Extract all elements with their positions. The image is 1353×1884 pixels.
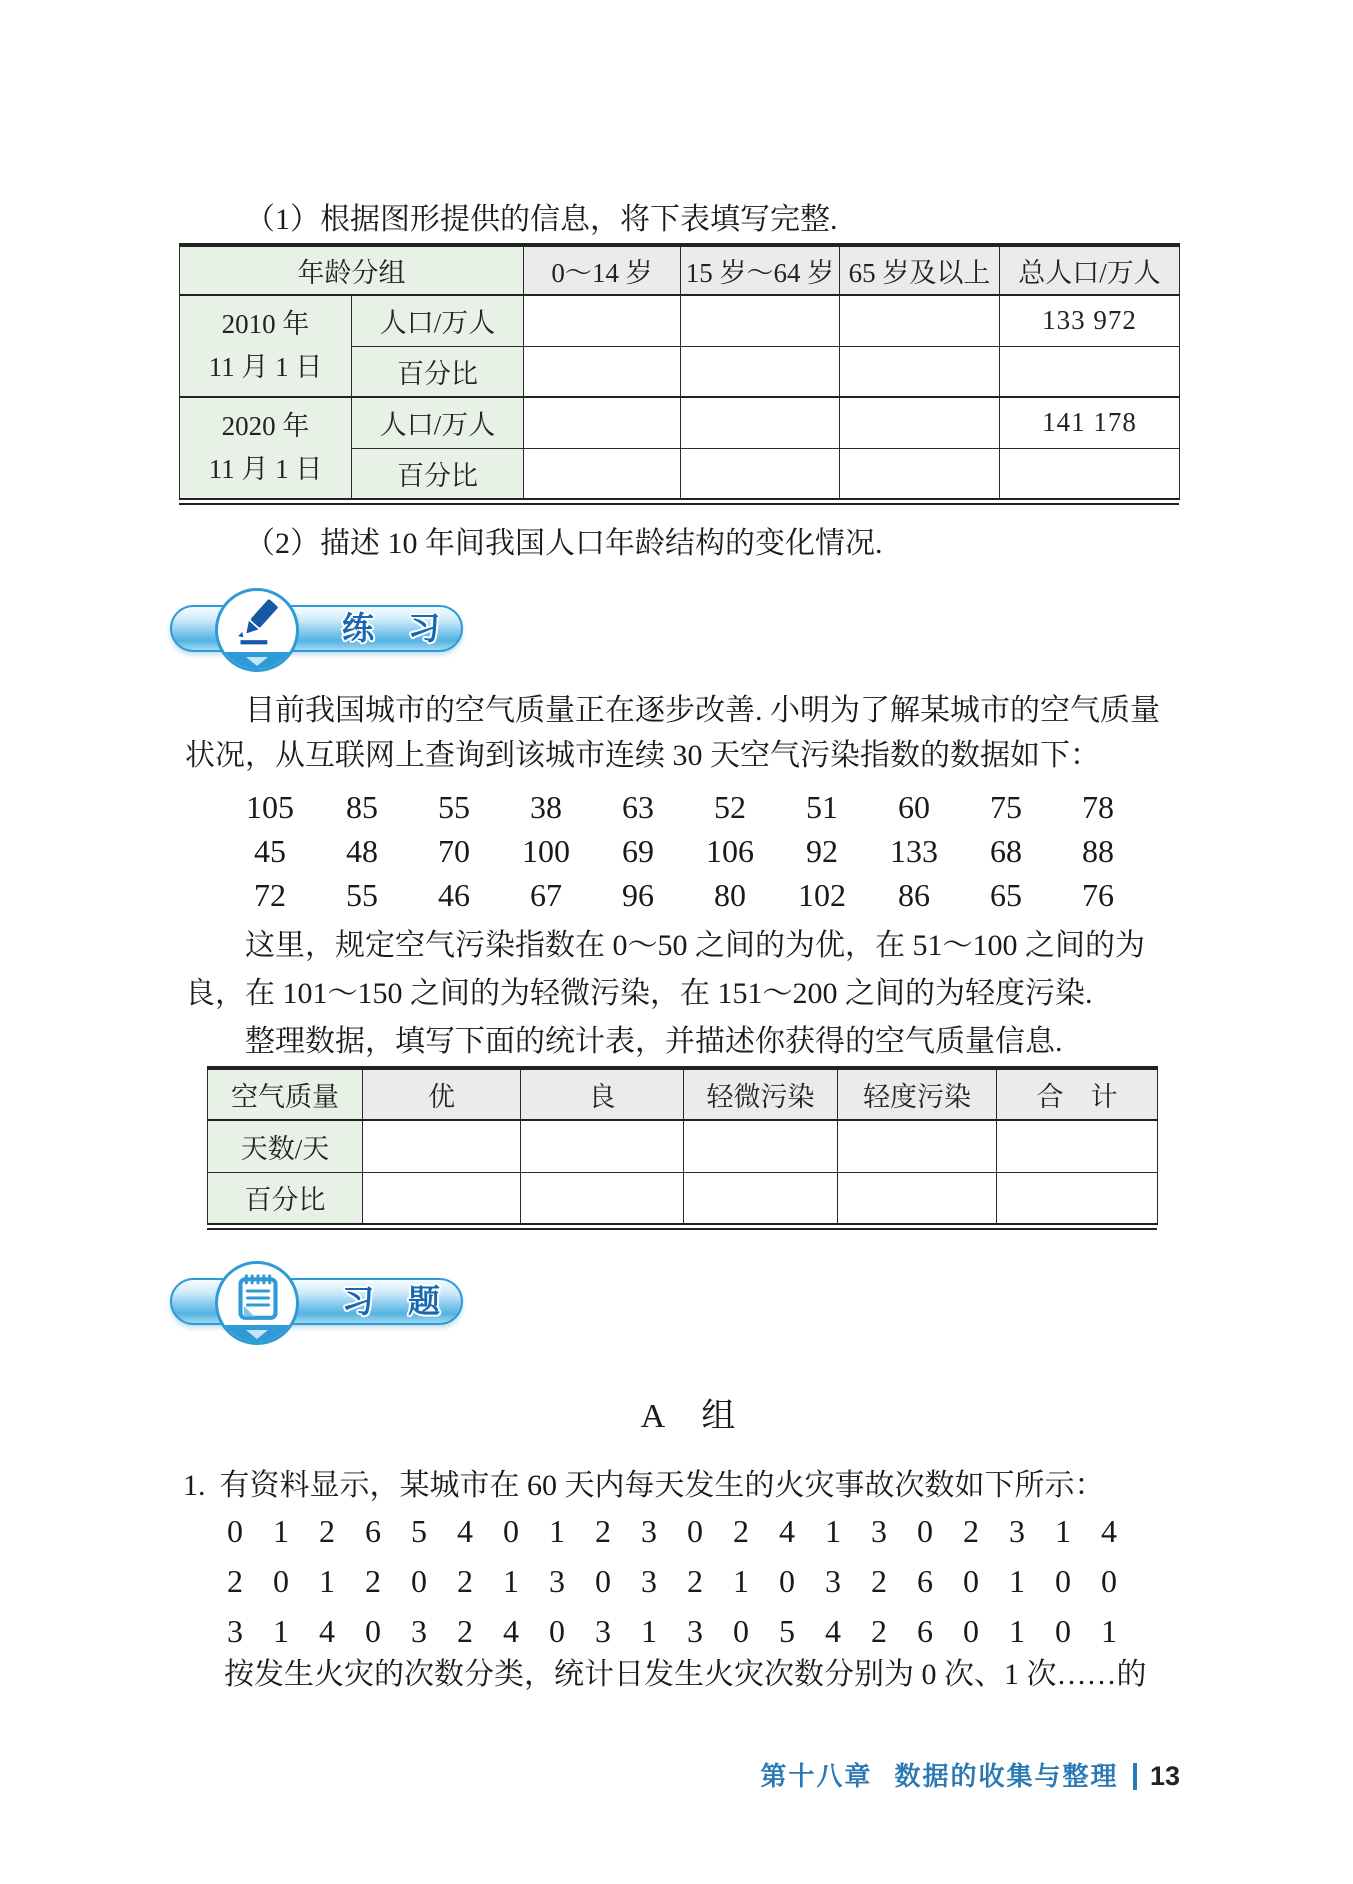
air-index-value: 85 (346, 789, 378, 825)
fire-count-value: 2 (457, 1563, 473, 1599)
col-header-air-quality: 空气质量 (208, 1068, 363, 1120)
fire-count-value: 1 (733, 1563, 749, 1599)
col-header-light-pollution: 轻度污染 (838, 1068, 997, 1120)
date-line: 2010 年 (221, 309, 310, 339)
air-quality-table-wrap (207, 1066, 1157, 1230)
fire-count-value: 2 (457, 1613, 473, 1649)
total-population-2010: 133 972 (1000, 295, 1180, 346)
air-index-value: 86 (898, 877, 930, 913)
population-table (179, 243, 1180, 500)
empty-fill-cell (681, 295, 840, 346)
group-a-heading: A 组 (640, 1398, 738, 1435)
practice-badge-label: 练 习 (341, 610, 441, 646)
air-index-value: 72 (254, 877, 286, 913)
air-data-row (224, 829, 1144, 873)
fire-count-value: 5 (779, 1613, 795, 1649)
total-population-2020: 141 178 (1000, 397, 1180, 448)
fire-count-value: 3 (549, 1563, 565, 1599)
empty-fill-cell (838, 1120, 997, 1172)
fire-count-value: 2 (963, 1513, 979, 1549)
air-index-value: 52 (714, 789, 746, 825)
metric-label-population-2010: 人口/万人 (352, 295, 524, 346)
date-line: 11 月 1 日 (208, 454, 323, 484)
empty-fill-cell (840, 397, 1000, 448)
fire-count-value: 0 (273, 1563, 289, 1599)
col-header-total: 合 计 (997, 1068, 1158, 1120)
air-index-value: 96 (622, 877, 654, 913)
empty-fill-cell (997, 1172, 1158, 1224)
fire-count-value: 3 (595, 1613, 611, 1649)
fire-count-value: 2 (733, 1513, 749, 1549)
fire-count-value: 3 (641, 1513, 657, 1549)
air-index-value: 68 (990, 833, 1022, 869)
air-index-value: 75 (990, 789, 1022, 825)
air-index-value: 70 (438, 833, 470, 869)
air-index-value: 60 (898, 789, 930, 825)
fire-count-value: 1 (1101, 1613, 1117, 1649)
fire-count-value: 1 (549, 1513, 565, 1549)
col-header-age-0-14: 0～14 岁 (524, 245, 681, 295)
empty-fill-cell (681, 397, 840, 448)
air-data-row (224, 873, 1144, 917)
air-index-value: 92 (806, 833, 838, 869)
practice-section-badge (170, 588, 470, 680)
chevron-down-icon (246, 1330, 268, 1339)
empty-fill-cell (997, 1120, 1158, 1172)
fire-count-value: 1 (825, 1513, 841, 1549)
fire-count-value: 2 (871, 1563, 887, 1599)
paragraph-line: 这里，规定空气污染指数在 0～50 之间的为优，在 51～100 之间的为 (245, 929, 1145, 962)
empty-fill-cell (524, 448, 681, 499)
fire-count-value: 2 (365, 1563, 381, 1599)
fire-count-value: 4 (779, 1513, 795, 1549)
air-index-value: 48 (346, 833, 378, 869)
pencil-icon (230, 597, 286, 653)
chevron-down-icon (246, 657, 268, 666)
fire-count-value: 0 (595, 1563, 611, 1599)
air-index-value: 80 (714, 877, 746, 913)
empty-fill-cell (521, 1120, 684, 1172)
fire-count-value: 1 (273, 1513, 289, 1549)
fire-count-value: 1 (641, 1613, 657, 1649)
fire-count-value: 1 (1009, 1613, 1025, 1649)
air-index-value: 100 (522, 833, 570, 869)
footer-section-title: 数据的收集与整理 (894, 1761, 1119, 1791)
badge-circle (215, 588, 299, 672)
air-index-value: 67 (530, 877, 562, 913)
fire-count-value: 1 (273, 1613, 289, 1649)
date-line: 11 月 1 日 (208, 352, 323, 382)
fire-count-value: 0 (687, 1513, 703, 1549)
exercise-1-followup: 按发生火灾的次数分类，统计日发生火灾次数分别为 0 次、1 次……的 (224, 1658, 1147, 1691)
fire-count-value: 0 (227, 1513, 243, 1549)
fire-count-value: 3 (1009, 1513, 1025, 1549)
question-1-prompt: （1）根据图形提供的信息，将下表填写完整. (245, 203, 838, 236)
empty-fill-cell (840, 295, 1000, 346)
exercise-text: 有资料显示，某城市在 60 天内每天发生的火灾事故次数如下所示： (219, 1469, 1105, 1502)
air-index-value: 106 (706, 833, 754, 869)
air-index-value: 45 (254, 833, 286, 869)
air-index-value: 133 (890, 833, 938, 869)
fire-count-value: 1 (1009, 1563, 1025, 1599)
empty-fill-cell (363, 1120, 521, 1172)
fire-count-value: 0 (1101, 1563, 1117, 1599)
paragraph-line: 目前我国城市的空气质量正在逐步改善. 小明为了解某城市的空气质量 (245, 694, 1160, 727)
empty-fill-cell (524, 346, 681, 397)
empty-fill-cell (363, 1172, 521, 1224)
page-footer (185, 1756, 1180, 1793)
metric-label-percentage-2020: 百分比 (352, 448, 524, 499)
air-index-value: 69 (622, 833, 654, 869)
fire-count-value: 2 (687, 1563, 703, 1599)
exercise-1 (183, 1460, 1105, 1504)
fire-count-value: 3 (687, 1613, 703, 1649)
air-quality-rules (185, 922, 1145, 1066)
empty-fill-cell (838, 1172, 997, 1224)
empty-fill-cell (840, 448, 1000, 499)
fire-count-value: 3 (227, 1613, 243, 1649)
fire-count-value: 0 (1055, 1563, 1071, 1599)
metric-label-percentage-2010: 百分比 (352, 346, 524, 397)
air-data-row (224, 785, 1144, 829)
fire-count-value: 0 (917, 1513, 933, 1549)
col-header-age-15-64: 15 岁～64 岁 (681, 245, 840, 295)
fire-count-value: 6 (917, 1563, 933, 1599)
fire-count-value: 4 (319, 1613, 335, 1649)
air-index-value: 38 (530, 789, 562, 825)
fire-count-value: 0 (503, 1513, 519, 1549)
fire-count-value: 2 (595, 1513, 611, 1549)
paragraph-line: 状况，从互联网上查询到该城市连续 30 天空气污染指数的数据如下： (185, 739, 1100, 772)
fire-data-row (212, 1608, 1132, 1658)
paragraph-line: 良，在 101～150 之间的为轻微污染，在 151～200 之间的为轻度污染. (185, 977, 1093, 1010)
fire-count-value: 1 (319, 1563, 335, 1599)
fire-count-value: 3 (641, 1563, 657, 1599)
fire-count-value: 4 (457, 1513, 473, 1549)
badge-circle (215, 1261, 299, 1345)
row-header-date-2010 (180, 295, 352, 397)
fire-count-value: 2 (227, 1563, 243, 1599)
fire-count-value: 4 (1101, 1513, 1117, 1549)
fire-count-value: 2 (871, 1613, 887, 1649)
air-index-value: 102 (798, 877, 846, 913)
fire-data-row (212, 1508, 1132, 1558)
col-header-excellent: 优 (363, 1068, 521, 1120)
fire-count-value: 4 (825, 1613, 841, 1649)
fire-count-value: 6 (365, 1513, 381, 1549)
exercises-badge-label: 习 题 (341, 1283, 441, 1319)
fire-data-row (212, 1558, 1132, 1608)
fire-count-value: 3 (871, 1513, 887, 1549)
col-header-age-group: 年龄分组 (180, 245, 524, 295)
footer-page-number: 13 (1149, 1761, 1180, 1791)
row-header-date-2020 (180, 397, 352, 499)
air-index-value: 46 (438, 877, 470, 913)
fire-count-value: 2 (319, 1513, 335, 1549)
fire-count-value: 3 (411, 1613, 427, 1649)
row-header-days: 天数/天 (208, 1120, 363, 1172)
fire-count-value: 0 (733, 1613, 749, 1649)
fire-count-value: 4 (503, 1613, 519, 1649)
air-index-value: 76 (1082, 877, 1114, 913)
empty-fill-cell (681, 448, 840, 499)
air-index-value: 51 (806, 789, 838, 825)
exercise-number: 1. (183, 1469, 206, 1502)
fire-count-value: 0 (779, 1563, 795, 1599)
empty-fill-cell (684, 1120, 838, 1172)
air-index-value: 65 (990, 877, 1022, 913)
empty-fill-cell (684, 1172, 838, 1224)
metric-label-population-2020: 人口/万人 (352, 397, 524, 448)
footer-chapter: 第十八章 (760, 1761, 873, 1791)
exercises-section-badge (170, 1261, 470, 1353)
fire-count-value: 1 (1055, 1513, 1071, 1549)
fire-count-value: 1 (503, 1563, 519, 1599)
air-index-value: 63 (622, 789, 654, 825)
practice-intro (185, 688, 1160, 778)
empty-fill-cell (521, 1172, 684, 1224)
fire-incident-data-grid (212, 1508, 1132, 1658)
population-table-wrap (179, 243, 1179, 505)
fire-count-value: 0 (411, 1563, 427, 1599)
fire-count-value: 0 (963, 1613, 979, 1649)
air-index-value: 78 (1082, 789, 1114, 825)
col-header-age-65-plus: 65 岁及以上 (840, 245, 1000, 295)
air-quality-table (207, 1066, 1158, 1225)
empty-fill-cell (524, 397, 681, 448)
fire-count-value: 3 (825, 1563, 841, 1599)
fire-count-value: 5 (411, 1513, 427, 1549)
col-header-good: 良 (521, 1068, 684, 1120)
empty-fill-cell (681, 346, 840, 397)
fire-count-value: 0 (365, 1613, 381, 1649)
question-2-prompt: （2）描述 10 年间我国人口年龄结构的变化情况. (245, 527, 883, 560)
col-header-total-population: 总人口/万人 (1000, 245, 1180, 295)
notepad-icon (230, 1270, 286, 1326)
air-pollution-data-grid (224, 785, 1144, 917)
paragraph-line: 整理数据，填写下面的统计表，并描述你获得的空气质量信息. (245, 1025, 1063, 1058)
air-index-value: 105 (246, 789, 294, 825)
fire-count-value: 0 (549, 1613, 565, 1649)
air-index-value: 88 (1082, 833, 1114, 869)
footer-divider (1133, 1763, 1137, 1790)
empty-fill-cell (840, 346, 1000, 397)
empty-fill-cell (1000, 448, 1180, 499)
date-line: 2020 年 (221, 411, 310, 441)
empty-fill-cell (1000, 346, 1180, 397)
fire-count-value: 6 (917, 1613, 933, 1649)
col-header-slight-pollution: 轻微污染 (684, 1068, 838, 1120)
air-index-value: 55 (346, 877, 378, 913)
fire-count-value: 0 (1055, 1613, 1071, 1649)
air-index-value: 55 (438, 789, 470, 825)
empty-fill-cell (524, 295, 681, 346)
fire-count-value: 0 (963, 1563, 979, 1599)
row-header-percentage: 百分比 (208, 1172, 363, 1224)
